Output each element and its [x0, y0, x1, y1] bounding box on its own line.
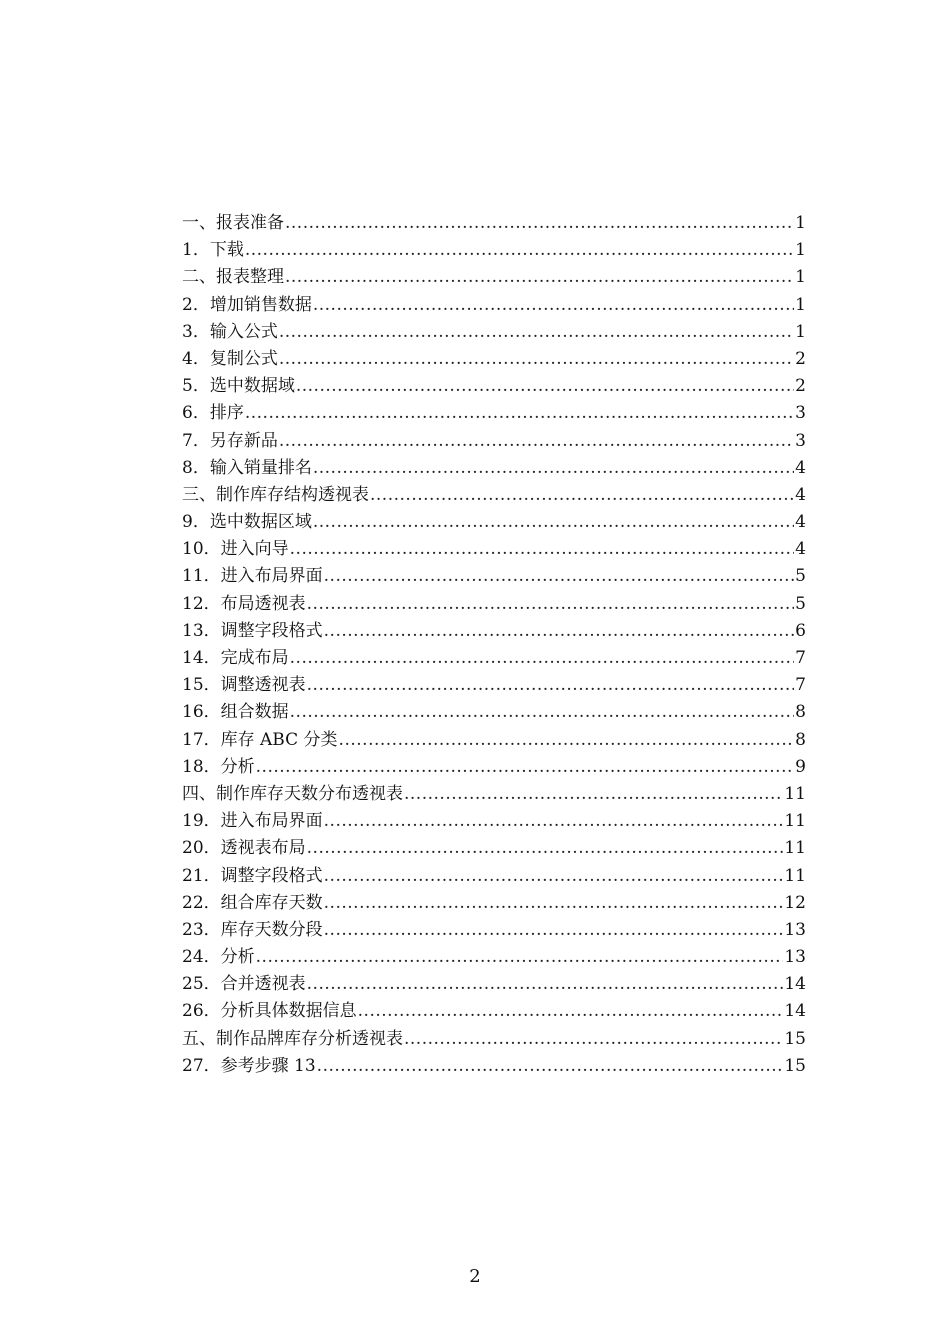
toc-entry-page: 11: [784, 811, 806, 832]
toc-entry-title: 10．进入向导: [182, 539, 289, 560]
dot-leader: [290, 645, 795, 672]
toc-entry-page: 14: [784, 974, 806, 995]
toc-entry-page: 1: [795, 267, 806, 288]
toc-entry-title: 19．进入布局界面: [182, 811, 323, 832]
toc-entry-page: 1: [795, 321, 806, 342]
dot-leader: [279, 428, 794, 455]
toc-entry[interactable]: [182, 672, 806, 699]
toc-entry[interactable]: [182, 699, 806, 726]
toc-entry-page: 8: [795, 702, 806, 723]
dot-leader: [313, 455, 794, 482]
dot-leader: [307, 835, 784, 862]
toc-entry[interactable]: [182, 400, 806, 427]
toc-entry[interactable]: [182, 563, 806, 590]
toc-entry-page: 15: [784, 1055, 806, 1076]
toc-entry[interactable]: [182, 1053, 806, 1080]
toc-entry-title: 1．下载: [182, 240, 244, 261]
toc-entry[interactable]: [182, 210, 806, 237]
toc-entry-title: 四、制作库存天数分布透视表: [182, 783, 403, 804]
toc-entry-page: 13: [784, 919, 806, 940]
toc-entry-page: 4: [795, 539, 806, 560]
toc-entry-title: 14．完成布局: [182, 648, 289, 668]
dot-leader: [290, 699, 795, 726]
dot-leader: [290, 536, 795, 563]
dot-leader: [324, 808, 784, 835]
toc-entry-title: 11．进入布局界面: [182, 566, 323, 587]
dot-leader: [279, 346, 794, 373]
toc-entry-page: 1: [795, 213, 806, 233]
toc-entry-title: 2．增加销售数据: [182, 294, 312, 315]
dot-leader: [324, 917, 784, 944]
toc-entry-page: 9: [795, 756, 806, 777]
dot-leader: [245, 400, 794, 427]
toc-entry[interactable]: [182, 536, 806, 563]
toc-entry[interactable]: [182, 482, 806, 509]
toc-entry-page: 1: [795, 294, 806, 315]
toc-entry-page: 4: [795, 512, 806, 533]
toc-entry-page: 4: [795, 484, 806, 505]
toc-entry-title: 26．分析具体数据信息: [182, 1001, 357, 1022]
toc-entry-page: 1: [795, 240, 806, 261]
dot-leader: [279, 319, 794, 346]
toc-entry-title: 22．组合库存天数: [182, 892, 323, 913]
toc-entry[interactable]: [182, 373, 806, 400]
toc-entry-page: 6: [795, 620, 806, 641]
dot-leader: [307, 971, 784, 998]
dot-leader: [404, 781, 783, 808]
toc-entry[interactable]: [182, 808, 806, 835]
toc-entry[interactable]: [182, 428, 806, 455]
toc-entry-title: 25．合并透视表: [182, 974, 306, 995]
toc-entry-title: 4．复制公式: [182, 348, 278, 369]
toc-entry-page: 2: [795, 348, 806, 369]
toc-entry-page: 11: [784, 838, 806, 859]
toc-entry-title: 8．输入销量排名: [182, 457, 312, 478]
toc-entry[interactable]: [182, 863, 806, 890]
toc-entry-page: 13: [784, 947, 806, 968]
toc-entry[interactable]: [182, 264, 806, 291]
toc-entry-page: 4: [795, 457, 806, 478]
toc-entry[interactable]: [182, 971, 806, 998]
toc-entry-title: 二、报表整理: [182, 267, 284, 288]
toc-entry-title: 17．库存 ABC 分类: [182, 729, 338, 750]
toc-entry-title: 一、报表准备: [182, 213, 284, 233]
toc-entry[interactable]: [182, 835, 806, 862]
toc-entry[interactable]: [182, 944, 806, 971]
dot-leader: [256, 944, 784, 971]
dot-leader: [313, 292, 794, 319]
toc-entry-page: 3: [795, 403, 806, 424]
toc-entry[interactable]: [182, 727, 806, 754]
dot-leader: [285, 264, 794, 291]
toc-entry-title: 18．分析: [182, 756, 255, 777]
toc-entry-page: 11: [784, 783, 806, 804]
toc-entry-page: 8: [795, 729, 806, 750]
toc-entry[interactable]: [182, 346, 806, 373]
toc-entry-title: 9．选中数据区域: [182, 512, 312, 533]
toc-entry-title: 三、制作库存结构透视表: [182, 484, 369, 505]
toc-entry[interactable]: [182, 890, 806, 917]
toc-entry[interactable]: [182, 917, 806, 944]
toc-entry[interactable]: [182, 645, 806, 672]
toc-entry-title: 15．调整透视表: [182, 675, 306, 696]
dot-leader: [339, 727, 795, 754]
toc-entry[interactable]: [182, 1026, 806, 1053]
toc-entry-title: 五、制作品牌库存分析透视表: [182, 1028, 403, 1049]
toc-entry-page: 3: [795, 430, 806, 451]
dot-leader: [296, 373, 794, 400]
page-number: 2: [469, 1266, 481, 1287]
toc-entry-title: 12．布局透视表: [182, 593, 306, 614]
toc-entry-title: 6．排序: [182, 403, 244, 424]
table-of-contents: [182, 210, 806, 1080]
toc-entry-title: 5．选中数据域: [182, 376, 295, 397]
dot-leader: [324, 863, 784, 890]
toc-entry[interactable]: [182, 319, 806, 346]
toc-entry-title: 13．调整字段格式: [182, 620, 323, 641]
dot-leader: [324, 563, 795, 590]
toc-entry-title: 27．参考步骤 13: [182, 1055, 316, 1076]
toc-entry-page: 15: [784, 1028, 806, 1049]
toc-entry-page: 12: [784, 892, 806, 913]
toc-entry-title: 7．另存新品: [182, 430, 278, 451]
dot-leader: [358, 998, 784, 1025]
toc-entry-title: 16．组合数据: [182, 702, 289, 723]
dot-leader: [256, 754, 795, 781]
toc-entry[interactable]: [182, 998, 806, 1025]
toc-entry[interactable]: [182, 754, 806, 781]
toc-entry-page: 7: [795, 675, 806, 696]
toc-entry-title: 23．库存天数分段: [182, 919, 323, 940]
dot-leader: [307, 591, 795, 618]
dot-leader: [370, 482, 794, 509]
toc-entry[interactable]: [182, 591, 806, 618]
dot-leader: [245, 237, 794, 264]
toc-entry-page: 2: [795, 376, 806, 397]
dot-leader: [307, 672, 795, 699]
dot-leader: [313, 509, 794, 536]
toc-entry-page: 5: [795, 593, 806, 614]
toc-entry-page: 14: [784, 1001, 806, 1022]
dot-leader: [317, 1053, 784, 1080]
toc-entry-page: 11: [784, 865, 806, 886]
toc-entry-title: 20．透视表布局: [182, 838, 306, 859]
toc-entry-page: 7: [795, 648, 806, 668]
toc-entry[interactable]: [182, 237, 806, 264]
dot-leader: [285, 210, 794, 237]
toc-entry-title: 24．分析: [182, 947, 255, 968]
toc-entry-page: 5: [795, 566, 806, 587]
dot-leader: [324, 618, 795, 645]
toc-entry[interactable]: [182, 509, 806, 536]
dot-leader: [324, 890, 784, 917]
toc-entry[interactable]: [182, 618, 806, 645]
toc-entry-title: 21．调整字段格式: [182, 865, 323, 886]
toc-entry-title: 3．输入公式: [182, 321, 278, 342]
dot-leader: [404, 1026, 783, 1053]
toc-entry[interactable]: [182, 292, 806, 319]
toc-entry[interactable]: [182, 455, 806, 482]
toc-entry[interactable]: [182, 781, 806, 808]
